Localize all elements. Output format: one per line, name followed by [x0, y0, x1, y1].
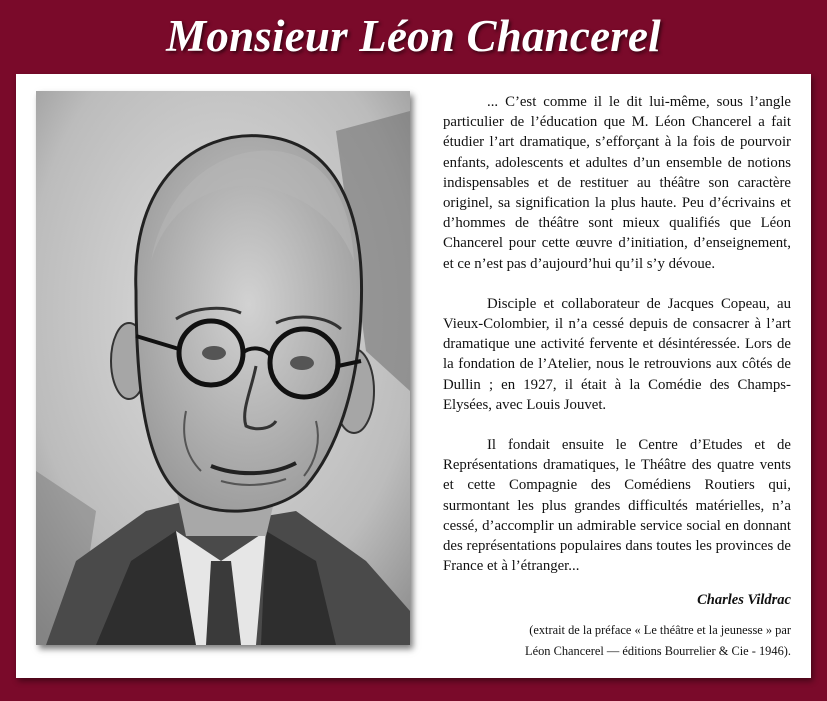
portrait-sketch-image [36, 91, 410, 645]
paragraph-2: Disciple et collaborateur de Jacques Copeau, au Vieux-Colombier, il n’a cessé depuis de consacrer à l’art dramatique une activité fervente et désintéressée. Lors de la fondation de l’Atelier, nous le retrouvions aux côtés de Dullin ; en 1927, il était à la Comédie des Champs-Elysées, avec Louis Jouvet. [443, 295, 791, 413]
author-signature: Charles Vildrac [697, 592, 791, 608]
paragraph-3: Il fondait ensuite le Centre d’Etudes et de Représentations dramatiques, le Théâtre des quatre vents et cette Compagnie des Comédiens Routiers qui, surmontant les plus grandes difficultés matérielles, n’a cessé, d’accomplir un admirable service social en donnant des représentations populaires dans toutes les provinces de France et à l’étranger... [443, 437, 791, 575]
page-title: Monsieur Léon Chancerel [166, 11, 661, 61]
source-citation [461, 620, 791, 662]
source-line-1: (extrait de la préface « Le théâtre et la jeunesse » par [529, 623, 791, 637]
source-line-2: Léon Chancerel — éditions Bourrelier & Cie - 1946). [525, 644, 791, 658]
paragraph-1: ... C’est comme il le dit lui-même, sous l’angle particulier de l’éducation que M. Léon Chancerel a fait étudier l’art dramatique, s’efforçant à la fois de pourvoir enfants, adolescents et adultes d’un ensemble de notions indispensables et de restituer au théâtre son caractère originel, sa signification la plus haute. Peu d’écrivains et d’hommes de théâtre sont mieux qualifiés que Léon Chancerel pour cette œuvre d’initiation, d’enseignement, et ce n’est pas d’aujourd’hui qu’il s’y dévoue. [443, 94, 791, 272]
portrait-drawing [36, 91, 410, 645]
content-panel [16, 74, 811, 678]
preface-text [443, 92, 791, 576]
